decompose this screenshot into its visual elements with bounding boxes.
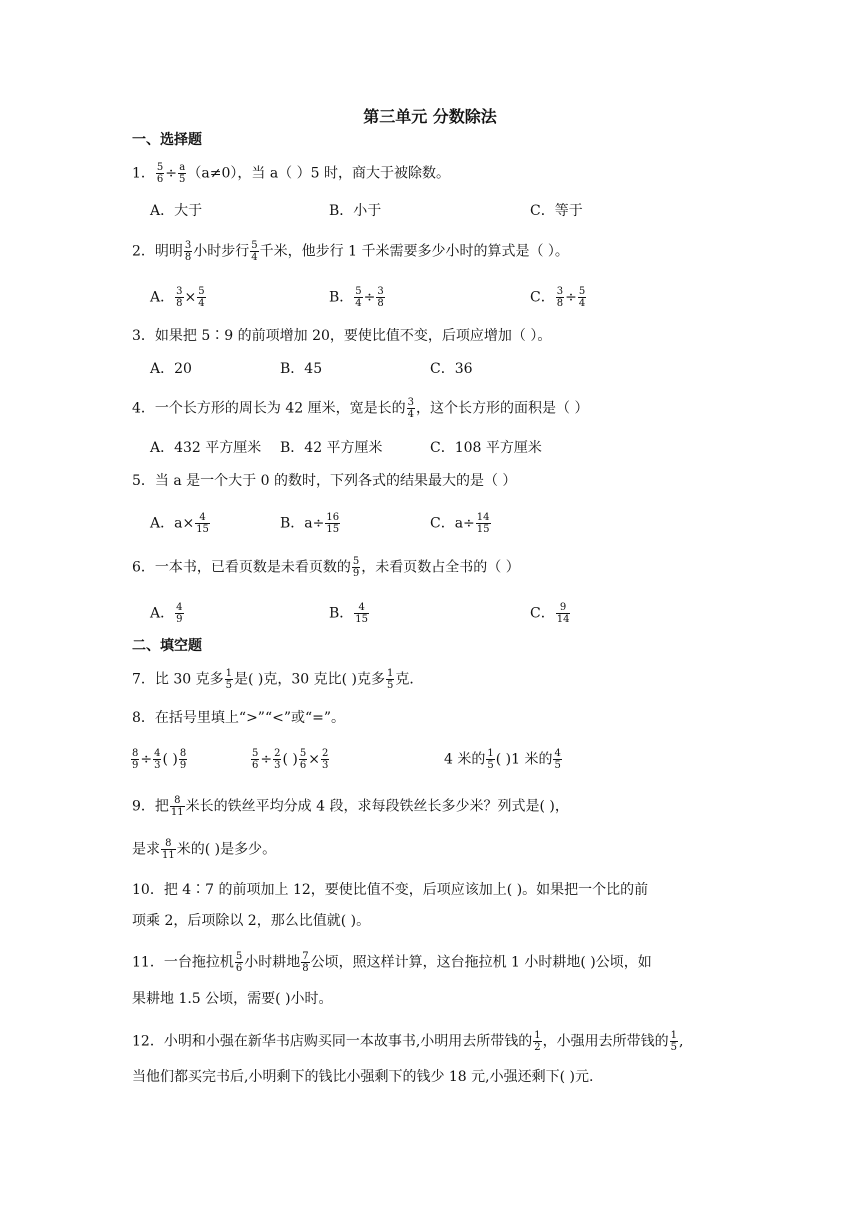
question-7 xyxy=(132,668,423,691)
option-b: B． $\frac{4}{15}$ xyxy=(329,602,369,625)
operator: ÷ xyxy=(165,165,178,182)
page-title: 第三单元 分数除法 xyxy=(363,107,497,126)
question-12 xyxy=(132,1030,683,1053)
fraction: $\frac{5}{6}$ xyxy=(235,951,243,974)
option-c: C． $\frac{9}{14}$ xyxy=(530,602,570,625)
question-text: 11．一台拖拉机 xyxy=(132,954,234,971)
question-12-line-2: 当他们都买完书后,小明剩下的钱比小强剩下的钱少 18 元,小强还剩下( )元. xyxy=(132,1069,594,1085)
fraction: $\frac{3}{8}$ xyxy=(184,240,192,263)
option-c: C．36 xyxy=(430,361,473,377)
question-text: 7．比 30 克多 xyxy=(132,671,224,688)
fraction: $\frac{1}{5}$ xyxy=(387,668,394,691)
question-text: ，未看页数占全书的（ ） xyxy=(361,559,520,576)
option-b: B．a÷ $\frac{16}{15}$ xyxy=(280,512,340,535)
option-b: B．42 平方厘米 xyxy=(280,440,383,456)
question-text: （a≠0），当 a（ ）5 时，商大于被除数。 xyxy=(187,165,450,182)
fraction: $\frac{1}{2}$ xyxy=(534,1030,541,1053)
question-text: 6．一本书，已看页数是未看页数的 xyxy=(132,559,351,576)
fraction: $\frac{8}{11}$ xyxy=(162,838,175,861)
question-text: 4．一个长方形的周长为 42 厘米，宽是长的 xyxy=(132,400,406,417)
question-text: 12．小明和小强在新华书店购买同一本故事书,小明用去所带钱的 xyxy=(132,1033,533,1050)
question-text: , xyxy=(679,1033,684,1050)
fraction: $\frac{1}{5}$ xyxy=(670,1030,678,1053)
fraction: $\frac{5}{4}$ xyxy=(251,240,258,263)
question-text: 千米，他步行 1 千米需要多少小时的算式是（ ）。 xyxy=(259,243,569,260)
question-6 xyxy=(132,556,520,579)
question-11-line-2: 果耕地 1.5 公顷，需要( )小时。 xyxy=(132,991,333,1007)
option-c: C．108 平方厘米 xyxy=(430,440,542,456)
question-text: 2．明明 xyxy=(132,243,183,260)
fraction: $\frac{7}{8}$ xyxy=(302,951,309,974)
option-b: B．小于 xyxy=(329,203,382,219)
comparison-2: $\frac{5}{6}$ ÷ $\frac{2}{3}$ ( ) $\frac{5}{6}$ × $\frac{2}{3}$ xyxy=(252,748,329,771)
answer-blank: ( ) xyxy=(162,751,178,768)
option-c: C．a÷ $\frac{14}{15}$ xyxy=(430,512,490,535)
option-a: A． $\frac{4}{9}$ xyxy=(150,602,183,625)
fraction: $\frac{a}{5}$ xyxy=(179,162,186,185)
option-a: A．20 xyxy=(150,361,192,377)
question-text: 米长的铁丝平均分成 4 段，求每段铁丝长多少米？列式是( )， xyxy=(185,798,569,815)
question-3: 3．如果把 5∶9 的前项增加 20，要使比值不变，后项应增加（ ）。 xyxy=(132,328,552,344)
option-a: A．432 平方厘米 xyxy=(150,440,262,456)
answer-blank: ( ) xyxy=(282,751,298,768)
option-b: B．45 xyxy=(280,361,323,377)
question-text: ，这个长方形的面积是（ ） xyxy=(416,400,589,417)
question-number: 1． xyxy=(132,165,155,182)
question-text: 米的( )是多少。 xyxy=(176,841,277,858)
fraction: $\frac{5}{9}$ xyxy=(352,556,360,579)
section-heading-fill: 二、填空题 xyxy=(132,638,202,654)
question-4 xyxy=(132,397,588,420)
option-a: A．大于 xyxy=(150,203,203,219)
option-c: C．等于 xyxy=(530,203,583,219)
question-10-line-2: 项乘 2，后项除以 2，那么比值就( )。 xyxy=(132,913,371,929)
question-text: 公顷，照这样计算，这台拖拉机 1 小时耕地( )公顷，如 xyxy=(310,954,652,971)
option-a: A．a× $\frac{4}{15}$ xyxy=(150,512,209,535)
fraction: $\frac{3}{4}$ xyxy=(407,397,414,420)
comparison-3: 4 米的 $\frac{1}{5}$ ( )1 米的 $\frac{4}{5}$ xyxy=(444,748,561,771)
question-9 xyxy=(132,795,569,818)
question-11 xyxy=(132,951,652,974)
question-text: 9．把 xyxy=(132,798,169,815)
answer-blank: ( ) xyxy=(495,751,512,768)
question-text: 小时耕地 xyxy=(244,954,301,971)
question-text: ，小强用去所带钱的 xyxy=(542,1033,669,1050)
option-b: B． $\frac{5}{4}$ ÷ $\frac{3}{8}$ xyxy=(329,286,384,309)
question-8: 8．在括号里填上“>”“<”或“=”。 xyxy=(132,710,346,726)
fraction: $\frac{1}{5}$ xyxy=(225,668,232,691)
comparison-1: $\frac{8}{9}$ ÷ $\frac{4}{3}$ ( ) $\frac{8}{9}$ xyxy=(132,748,187,771)
question-text: 克． xyxy=(395,671,424,688)
option-a: A． $\frac{3}{8}$ × $\frac{5}{4}$ xyxy=(150,286,205,309)
question-text: 是求 xyxy=(132,841,160,858)
fraction: $\frac{5}{6}$ xyxy=(156,162,164,185)
question-text: 是( )克，30 克比( )克多 xyxy=(234,671,386,688)
question-1 xyxy=(132,162,450,185)
question-text: 小时步行 xyxy=(193,243,250,260)
option-c: C． $\frac{3}{8}$ ÷ $\frac{5}{4}$ xyxy=(530,286,586,309)
section-heading-choice: 一、选择题 xyxy=(132,132,202,148)
question-9-line-2 xyxy=(132,838,276,861)
fraction: $\frac{8}{11}$ xyxy=(170,795,184,818)
question-2 xyxy=(132,240,569,263)
question-5: 5．当 a 是一个大于 0 的数时，下列各式的结果最大的是（ ） xyxy=(132,473,517,489)
question-10: 10．把 4∶7 的前项加上 12，要使比值不变，后项应该加上( )。如果把一个比的前 xyxy=(132,882,649,898)
